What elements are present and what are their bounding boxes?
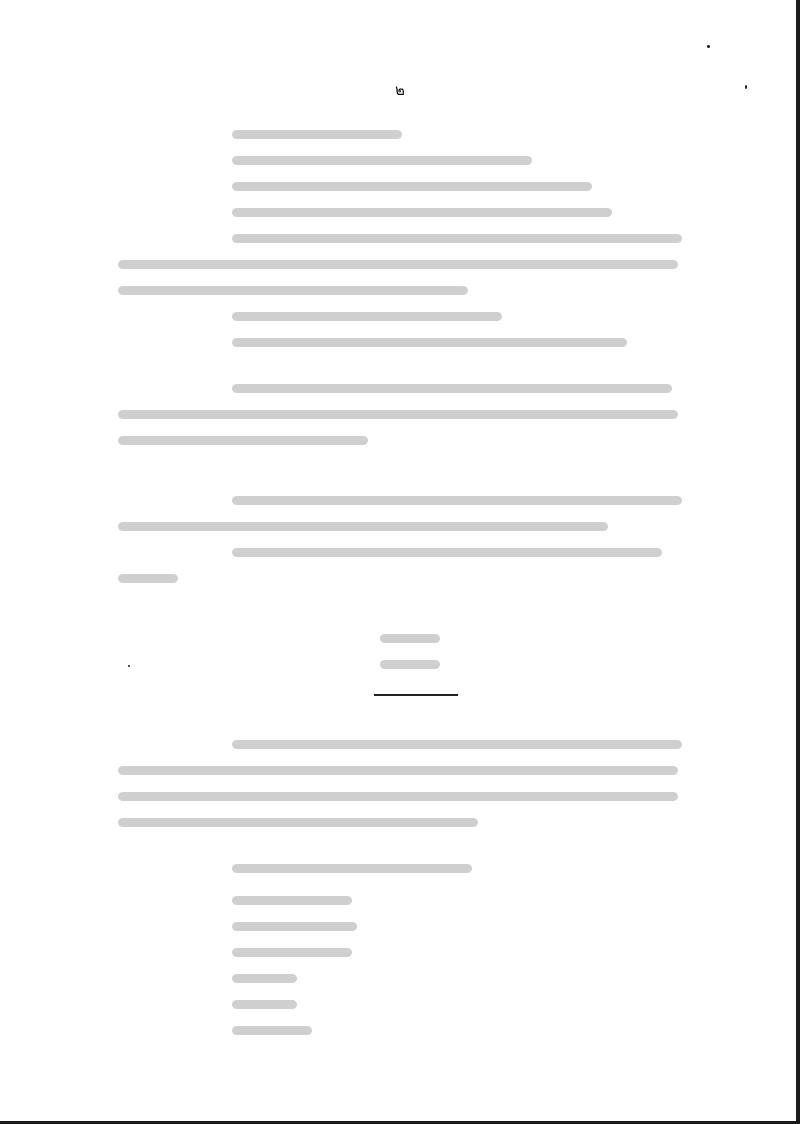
text-placeholder <box>118 766 678 775</box>
text-placeholder <box>118 436 368 445</box>
chapter-heading-placeholder <box>380 634 440 643</box>
text-placeholder <box>118 818 478 827</box>
list-item-placeholder <box>232 974 297 983</box>
chapter-title-placeholder <box>380 660 440 669</box>
text-placeholder <box>232 156 532 165</box>
section-divider <box>374 694 458 696</box>
text-placeholder <box>232 338 627 347</box>
list-item-placeholder <box>232 1000 297 1009</box>
text-placeholder <box>232 182 592 191</box>
text-placeholder <box>232 496 682 505</box>
text-placeholder <box>232 312 502 321</box>
list-item-placeholder <box>232 948 352 957</box>
text-placeholder <box>232 740 682 749</box>
page-number: ๒ <box>395 81 405 99</box>
list-item-placeholder <box>232 922 357 931</box>
list-item-placeholder <box>232 896 352 905</box>
text-placeholder <box>118 522 608 531</box>
scan-speck <box>707 45 710 48</box>
scan-right-border <box>796 0 800 1124</box>
list-item-placeholder <box>232 1026 312 1035</box>
text-placeholder <box>232 864 472 873</box>
text-placeholder <box>118 260 678 269</box>
scan-speck <box>128 665 130 667</box>
text-placeholder <box>118 286 468 295</box>
text-placeholder <box>232 208 612 217</box>
text-placeholder <box>232 548 662 557</box>
text-placeholder <box>232 384 672 393</box>
text-placeholder <box>232 130 402 139</box>
text-placeholder <box>232 234 682 243</box>
text-placeholder <box>118 574 178 583</box>
text-placeholder <box>118 792 678 801</box>
text-placeholder <box>118 410 678 419</box>
